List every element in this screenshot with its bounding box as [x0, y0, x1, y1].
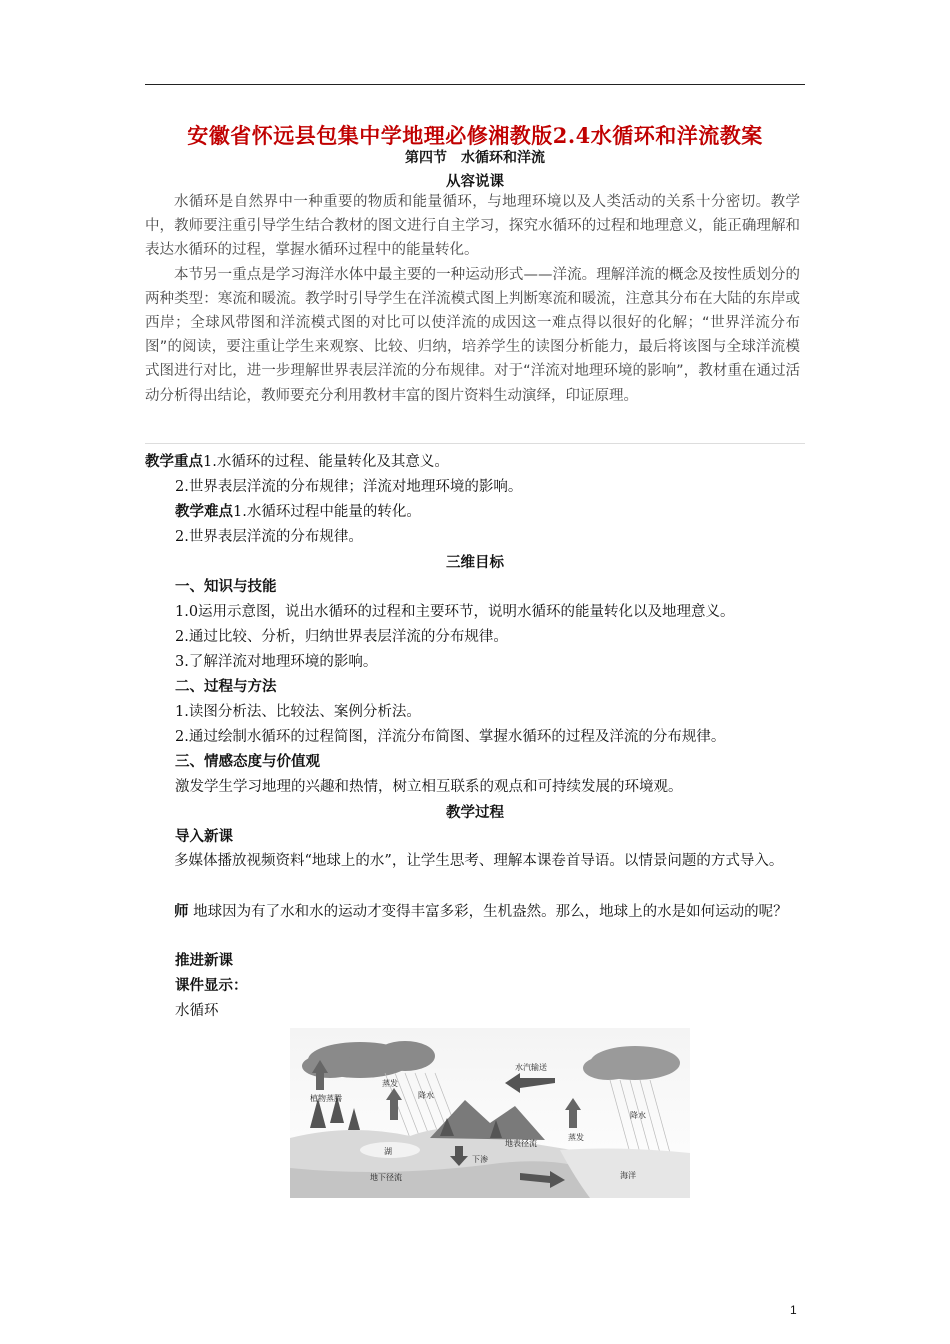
label-precip-land: 降水 — [418, 1091, 434, 1100]
page-number: 1 — [790, 1303, 797, 1317]
label-infiltration: 下渗 — [472, 1155, 488, 1164]
knowledge-item: 1.0运用示意图，说出水循环的过程和主要环节，说明水循环的能量转化以及地理意义。 — [175, 604, 735, 620]
knowledge-item: 3.了解洋流对地理环境的影响。 — [175, 654, 378, 670]
process-methods-heading: 二、过程与方法 — [175, 678, 277, 695]
label-evap-lake: 蒸发 — [382, 1079, 398, 1088]
intro-lesson-heading: 导入新课 — [175, 828, 233, 845]
key-point-1: 1.水循环的过程、能量转化及其意义。 — [203, 454, 449, 470]
key-points-label: 教学重点 — [145, 453, 203, 470]
difficult-points-line — [175, 502, 421, 522]
key-points-line — [145, 452, 449, 472]
label-surface-runoff: 地表径流 — [505, 1139, 537, 1148]
teacher-label: 师 — [174, 903, 189, 920]
teacher-text: 地球因为有了水和水的运动才变得丰富多彩，生机盎然。那么，地球上的水是如何运动的呢？ — [193, 904, 788, 920]
separator — [145, 443, 805, 444]
difficult-point-2: 2.世界表层洋流的分布规律。 — [175, 529, 363, 545]
document-title: 安徽省怀远县包集中学地理必修湘教版2.4水循环和洋流教案 — [187, 123, 763, 148]
knowledge-heading: 一、知识与技能 — [175, 578, 277, 595]
intro-paragraph: 本节另一重点是学习海洋水体中最主要的一种运动形式——洋流。理解洋流的概念及按性质划分的两种类型：寒流和暖流。教学时引导学生在洋流模式图上判断寒流和暖流，注意其分布在大陆的东岸或西岸；全球风带图和洋流模式图的对比可以使洋流的成因这一难点得以很好的化解；“世界洋流分布图”的阅读，要注重让学生来观察、比较、归纳，培养学生的读图分析能力，最后将该图与全球洋流模式图进行对比，进一步理解世界表层洋流的分布规律。对于“洋流对地理环境的影响”，教材重在通过活动分析得出结论，教师要充分利用教材丰富的图片资料生动演绎，印证原理。 — [145, 266, 800, 404]
section-subtitle: 第四节 水循环和洋流 — [405, 150, 545, 166]
header-rule — [145, 84, 805, 85]
intro-lesson-text: 多媒体播放视频资料“地球上的水”，让学生思考、理解本课卷首导语。以情景问题的方式导入。 — [174, 853, 784, 869]
difficult-point-1: 1.水循环过程中能量的转化。 — [233, 504, 421, 520]
water-cycle-diagram — [290, 1028, 690, 1198]
goals-heading: 三维目标 — [446, 554, 504, 571]
teacher-dialogue — [145, 899, 805, 925]
new-lesson-heading: 推进新课 — [175, 952, 233, 969]
courseware-label: 课件显示： — [175, 977, 248, 994]
label-precip-sea: 降水 — [630, 1111, 646, 1120]
label-evap-sea: 蒸发 — [568, 1133, 584, 1142]
intro-heading: 从容说课 — [446, 173, 504, 190]
emotion-heading: 三、情感态度与价值观 — [175, 753, 320, 770]
teaching-process-heading: 教学过程 — [446, 804, 504, 821]
intro-paragraph: 水循环是自然界中一种重要的物质和能量循环，与地理环境以及人类活动的关系十分密切。教学中，教师要注重引导学生结合教材的图文进行自主学习，探究水循环的过程和地理意义，能正确理解和表达水循环的过程，掌握水循环过程中的能量转化。 — [145, 194, 800, 259]
intro-text-block — [145, 190, 800, 408]
difficult-points-label: 教学难点 — [175, 503, 233, 520]
key-point-2: 2.世界表层洋流的分布规律；洋流对地理环境的影响。 — [175, 479, 523, 495]
label-lake: 湖 — [384, 1147, 392, 1156]
process-methods-item: 2.通过绘制水循环的过程简图，洋流分布简图、掌握水循环的过程及洋流的分布规律。 — [175, 729, 726, 745]
knowledge-item: 2.通过比较、分析，归纳世界表层洋流的分布规律。 — [175, 629, 508, 645]
label-groundwater: 地下径流 — [370, 1173, 402, 1182]
label-vapor-transport: 水汽输送 — [515, 1063, 547, 1072]
emotion-text: 激发学生学习地理的兴趣和热情，树立相互联系的观点和可持续发展的环境观。 — [175, 779, 683, 795]
label-sea: 海洋 — [620, 1171, 636, 1180]
water-cycle-label: 水循环 — [175, 1003, 219, 1019]
label-transpiration: 植物蒸腾 — [310, 1094, 342, 1103]
process-methods-item: 1.读图分析法、比较法、案例分析法。 — [175, 704, 421, 720]
